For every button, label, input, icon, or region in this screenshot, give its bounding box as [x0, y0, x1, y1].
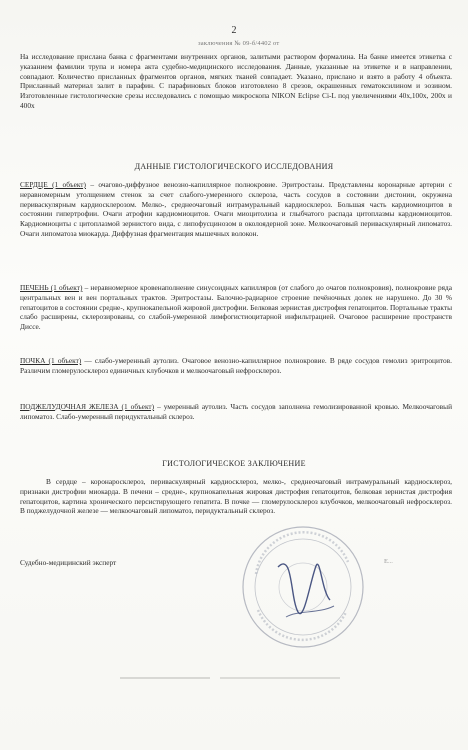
signature-mark: [278, 564, 330, 614]
page-number: 2: [231, 25, 237, 36]
pancreas-text: – умеренный аутолиз. Часть сосудов заполнена гемолизированной кровью. Мелкоочаговый липоматоз. Слабо-умеренный перидуктальный склероз.: [20, 402, 452, 421]
heart-text: – очагово-диффузное венозно-капиллярное полнокровие. Эритростазы. Представлены коронарные артерии с неравномерным утолщением стенок за счет слабого-умеренного склероза, часть сосудов в состоянии дистонии, окружена периваскулярным кардиосклерозом. Мелко-, среднеочаговый интрамуральный кардиосклероз. Большая часть кардиомиоцитов в состоянии гипертрофии. Очаги атрофии кардиомиоцитов. Очаги миоцитолиза и глыбчатого распада цитоплазмы кардиомиоцитов. Кардиомиоциты с цитоплазмой зернистого вида, с липофусцинозом в околоядерной зоне. Мелкоочаговый периваскулярный липоматоз. Очаги липоматоза миокарда. Диффузная фрагментация мышечных волокон.: [20, 180, 452, 238]
pancreas-label: ПОДЖЕЛУДОЧНАЯ ЖЕЛЕЗА (1 объект): [20, 402, 155, 411]
signer-title: Судебно-медицинский эксперт: [20, 558, 117, 567]
pancreas-paragraph: [20, 402, 452, 422]
header-fragment: заключения № 09-б/4402 от: [198, 40, 280, 47]
kidney-label: ПОЧКА (1 объект): [20, 356, 82, 365]
conclusion-paragraph: В сердце – коронаросклероз, периваскулярный кардиосклероз, мелко-, среднеочаговый интрамуральный кардиосклероз, признаки дистрофии миокарда. В печени – средне-, крупнокапельная жировая дистрофия гепатоцитов, белковая зернистая дистрофия гепатоцитов, картина хронического персистирующего гепатита. В почке — гломерулосклероз клубочков, мелкоочаговый нефросклероз. В поджелудочной железе — мелкоочаговый липоматоз, перидуктальный склероз.: [20, 477, 452, 516]
kidney-paragraph: [20, 356, 452, 376]
heart-label: СЕРДЦЕ (1 объект): [20, 180, 86, 189]
bleed-through-text: [110, 672, 360, 686]
liver-label: ПЕЧЕНЬ (1 объект): [20, 283, 83, 292]
kidney-text: — слабо-умеренный аутолиз. Очаговое венозно-капиллярное полнокровие. В ряде сосудов гемолиз эритроцитов. Различим гломерулосклероз единичных клубочков и мелкоочаговый нефросклероз.: [20, 356, 452, 375]
heart-paragraph: [20, 180, 452, 239]
conclusion-title: ГИСТОЛОГИЧЕСКОЕ ЗАКЛЮЧЕНИЕ: [162, 459, 306, 468]
signer-name: Е...: [384, 558, 393, 565]
seal-stamp: [238, 522, 368, 652]
liver-paragraph: [20, 283, 452, 332]
intro-paragraph: На исследование прислана банка с фрагментами внутренних органов, залитыми раствором формалина. На банке имеется этикетка с указанием фамилии трупа и номера акта судебно-медицинского исследования. Данные, указанные на этикетке и в направлении, совпадают. Количество присланных фрагментов органов, мягких тканей совпадает. Указано, прислано и взято в работу 4 объекта. Присланный материал залит в парафин. С парафиновых блоков изготовлено 8 срезов, окрашенных гематоксилином и эозином. Изготовленные гистологические срезы исследовались с помощью микроскопа NIKON Eclipse Ci-L под увеличениями 40х,100х, 200х и 400х: [20, 52, 452, 110]
section-title: ДАННЫЕ ГИСТОЛОГИЧЕСКОГО ИССЛЕДОВАНИЯ: [134, 162, 334, 171]
liver-text: – неравномерное кровенаполнение синусоидных капилляров (от слабого до очагов полнокровия), полнокровие ряда центральных вен и вен портальных трактов. Эритростазы. Балочно-радиарное строение печёночных долек не нарушено. До 30 % гепатоцитов в состоянии средне-, крупнокапельной жировой дистрофии. Белковая зернистая дистрофия гепатоцитов. Портальные тракты слабо расширены, склерозированы, со слабой-умеренной лимфогистиоцитарной инфильтрацией. Очаговое расширение пространств Диссе.: [20, 283, 452, 332]
